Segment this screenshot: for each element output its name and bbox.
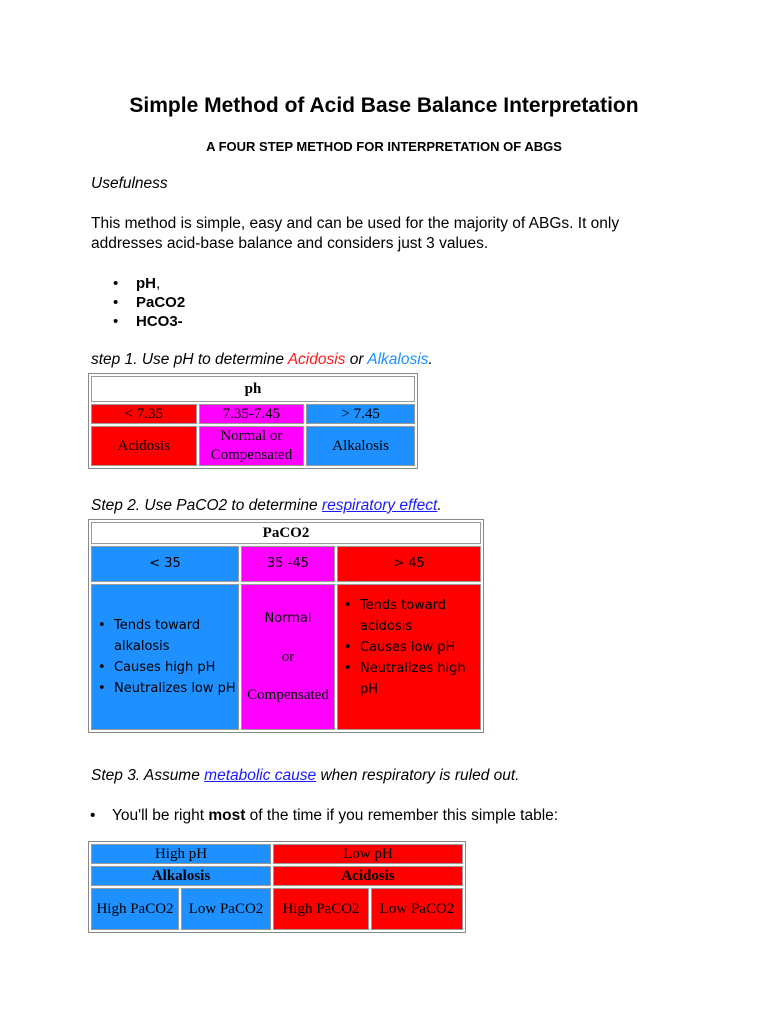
alkalosis-header: Alkalosis [91, 866, 271, 886]
usefulness-heading: Usefulness [91, 175, 168, 192]
ph-result-acidosis: Acidosis [91, 426, 197, 466]
list-item: • Tends toward acidosis [338, 595, 480, 637]
ph-range-high: > 7.45 [306, 404, 415, 424]
paco2-low-effects [91, 584, 239, 730]
ph-result-normal: Normal or Compensated [199, 426, 305, 466]
paco2-range-high: > 45 [337, 546, 481, 582]
intro-paragraph [91, 214, 731, 254]
metabolic-table [88, 841, 466, 933]
low-ph-header: Low pH [273, 844, 463, 864]
ph-range-low: < 7.35 [91, 404, 197, 424]
ph-result-alkalosis: Alkalosis [306, 426, 415, 466]
high-paco2-acidosis: High PaCO2 [273, 888, 369, 930]
low-paco2-alkalosis: Low PaCO2 [181, 888, 271, 930]
list-item: • Tends toward alkalosis [92, 615, 238, 657]
low-paco2-acidosis: Low PaCO2 [371, 888, 463, 930]
normal-or: or [281, 649, 295, 665]
paco2-table [88, 519, 484, 733]
respiratory-effect-link[interactable]: respiratory effect [321, 497, 438, 514]
ph-table-header: ph [91, 376, 415, 402]
acidosis-word: Acidosis [287, 351, 346, 368]
ph-table [88, 373, 418, 469]
metabolic-cause-link[interactable]: metabolic cause [204, 767, 317, 784]
page-subtitle: A FOUR STEP METHOD FOR INTERPRETATION OF ABGS [206, 139, 562, 154]
step2-heading: Step 2. Use PaCO2 to determine respiratory effect. [91, 497, 442, 514]
page-title: Simple Method of Acid Base Balance Interpretation [129, 94, 639, 117]
list-item: • HCO3- [110, 312, 185, 331]
step3-bullet: • You'll be right most of the time if you remember this simple table: [112, 806, 558, 826]
values-list [110, 274, 185, 331]
list-item: • pH, [110, 274, 185, 293]
normal-word: Normal [264, 611, 312, 626]
high-paco2-alkalosis: High PaCO2 [91, 888, 179, 930]
normal-compensated: Compensated [247, 687, 329, 703]
high-ph-header: High pH [91, 844, 271, 864]
list-item: • Neutralizes high pH [338, 658, 480, 700]
low-effects-list [92, 615, 238, 699]
paco2-table-header: PaCO2 [91, 522, 481, 544]
list-item: • Causes high pH [92, 657, 238, 678]
high-effects-list [338, 595, 480, 700]
paco2-range-normal: 35 -45 [241, 546, 335, 582]
alkalosis-word: Alkalosis [367, 351, 429, 368]
list-item: • Neutralizes low pH [92, 678, 238, 699]
intro-line-2: addresses acid-base balance and considers just 3 values. [91, 235, 489, 252]
intro-line-1: This method is simple, easy and can be used for the majority of ABGs. It only [91, 215, 620, 232]
ph-range-normal: 7.35-7.45 [199, 404, 305, 424]
paco2-normal-cell [241, 584, 335, 730]
step3-heading: Step 3. Assume metabolic cause when respiratory is ruled out. [91, 767, 520, 784]
list-item: • PaCO2 [110, 293, 185, 312]
acidosis-header: Acidosis [273, 866, 463, 886]
paco2-range-low: < 35 [91, 546, 239, 582]
list-item: • Causes low pH [338, 637, 480, 658]
step1-heading: step 1. Use pH to determine Acidosis or Alkalosis. [91, 351, 433, 368]
paco2-high-effects [337, 584, 481, 730]
